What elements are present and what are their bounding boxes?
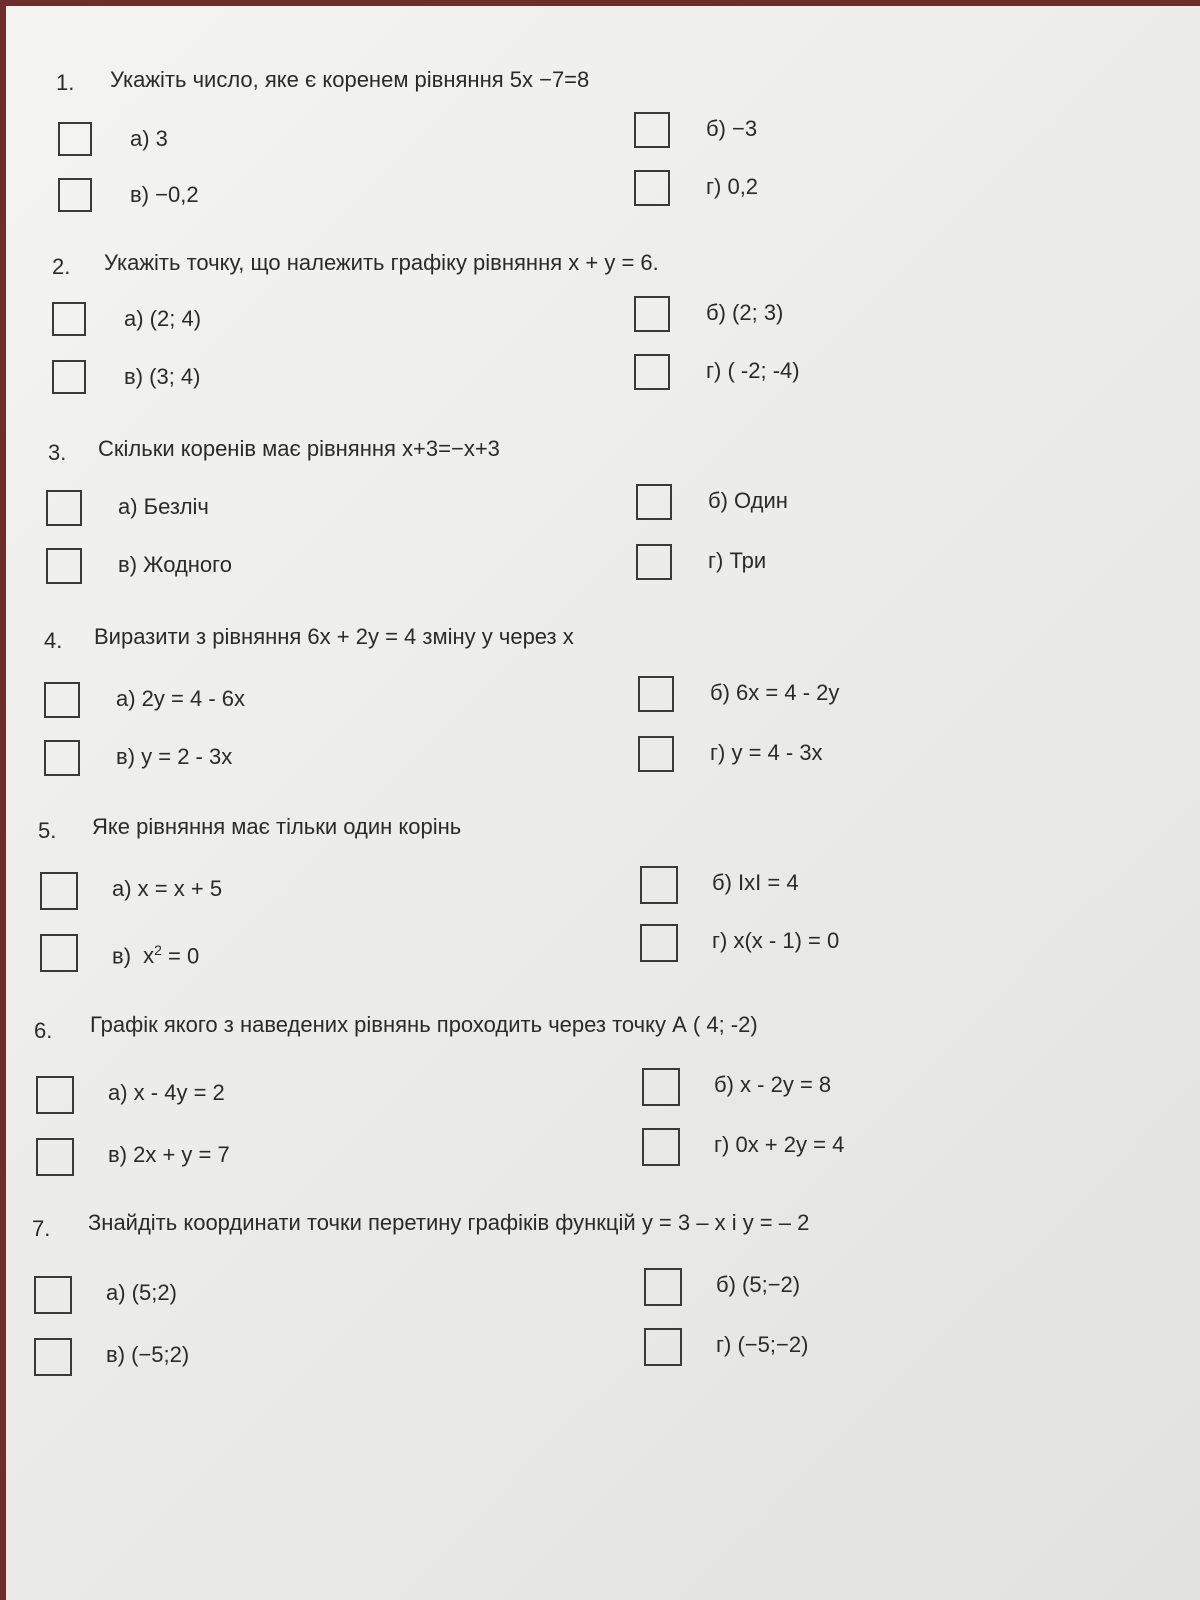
answer-checkbox[interactable] [638, 676, 674, 712]
answer-checkbox[interactable] [636, 484, 672, 520]
option-label: г) 0,2 [706, 174, 759, 199]
answer-checkbox[interactable] [36, 1138, 74, 1176]
question-text: Яке рівняння має тільки один корінь [92, 814, 462, 839]
option-label: а) Безліч [118, 494, 209, 519]
option-b[interactable] [638, 676, 1198, 716]
answer-checkbox[interactable] [44, 740, 80, 776]
option-v[interactable] [34, 1338, 594, 1378]
answer-checkbox[interactable] [46, 490, 82, 526]
option-a[interactable] [52, 302, 612, 342]
answer-checkbox[interactable] [52, 360, 86, 394]
option-label [112, 942, 199, 969]
formula-base: x [143, 943, 155, 969]
option-label: а) x - 4y = 2 [108, 1080, 225, 1105]
option-label: в) (3; 4) [124, 364, 201, 389]
option-a[interactable] [36, 1076, 596, 1116]
option-a[interactable] [44, 682, 604, 722]
option-label: б) x - 2y = 8 [714, 1072, 832, 1097]
question-text: Скільки коренів має рівняння x+3=−x+3 [98, 436, 500, 461]
question-text: Виразити з рівняння 6x + 2y = 4 зміну y через x [94, 624, 574, 649]
option-label: б) 6x = 4 - 2y [710, 680, 840, 705]
question-number: 1. [56, 70, 75, 95]
option-label: б) IxI = 4 [712, 870, 799, 895]
option-label: г) x(x - 1) = 0 [712, 928, 840, 953]
option-v[interactable] [40, 934, 600, 974]
answer-checkbox[interactable] [634, 296, 670, 332]
answer-checkbox[interactable] [638, 736, 674, 772]
option-label: в) 2x + y = 7 [108, 1142, 230, 1167]
option-label: г) (−5;−2) [716, 1332, 809, 1357]
option-label: а) 3 [130, 126, 168, 151]
option-label: в) (−5;2) [106, 1342, 190, 1367]
question-number: 7. [32, 1216, 51, 1241]
option-g[interactable] [636, 544, 1196, 584]
answer-checkbox[interactable] [44, 682, 80, 718]
option-v[interactable] [52, 360, 612, 400]
option-label: г) 0x + 2y = 4 [714, 1132, 845, 1157]
option-label: а) (2; 4) [124, 306, 202, 331]
question-number: 5. [38, 818, 57, 843]
option-label: б) Один [708, 488, 788, 513]
formula-exponent: 2 [154, 942, 162, 958]
option-b[interactable] [634, 296, 1194, 336]
option-label: г) y = 4 - 3x [710, 740, 823, 765]
option-b[interactable] [642, 1068, 1200, 1108]
option-label: в) Жодного [118, 552, 232, 577]
question-text: Укажіть точку, що належить графіку рівняння x + y = 6. [104, 250, 659, 275]
option-label: а) x = x + 5 [112, 876, 223, 901]
option-label: б) −3 [706, 116, 758, 141]
answer-checkbox[interactable] [58, 122, 92, 156]
answer-checkbox[interactable] [46, 548, 82, 584]
option-label: б) (5;−2) [716, 1272, 801, 1297]
option-a[interactable] [58, 122, 618, 162]
test-sheet [6, 6, 1200, 1600]
option-b[interactable] [634, 112, 1194, 152]
option-g[interactable] [634, 354, 1194, 394]
answer-checkbox[interactable] [642, 1128, 680, 1166]
question-number: 2. [52, 254, 71, 279]
answer-checkbox[interactable] [34, 1338, 72, 1376]
option-label: г) ( -2; -4) [706, 358, 800, 383]
answer-checkbox[interactable] [40, 872, 78, 910]
question-number: 3. [48, 440, 67, 465]
question-number: 4. [44, 628, 63, 653]
answer-checkbox[interactable] [34, 1276, 72, 1314]
answer-checkbox[interactable] [634, 112, 670, 148]
answer-checkbox[interactable] [58, 178, 92, 212]
answer-checkbox[interactable] [636, 544, 672, 580]
option-v[interactable] [46, 548, 606, 588]
option-g[interactable] [640, 924, 1200, 964]
option-b[interactable] [636, 484, 1196, 524]
option-label: в) y = 2 - 3x [116, 744, 233, 769]
answer-checkbox[interactable] [36, 1076, 74, 1114]
option-label: г) Три [708, 548, 767, 573]
option-g[interactable] [634, 170, 1194, 210]
option-prefix: в) [112, 943, 132, 969]
formula-rest: = 0 [161, 943, 200, 969]
question-text: Укажіть число, яке є коренем рівняння 5x −7=8 [110, 67, 590, 92]
option-v[interactable] [44, 740, 604, 780]
option-g[interactable] [642, 1128, 1200, 1168]
answer-checkbox[interactable] [40, 934, 78, 972]
option-label: б) (2; 3) [706, 300, 784, 325]
option-a[interactable] [40, 872, 600, 912]
answer-checkbox[interactable] [640, 924, 678, 962]
question-text: Знайдіть координати точки перетину графіків функцій y = 3 – x і y = – 2 [88, 1210, 810, 1235]
answer-checkbox[interactable] [640, 866, 678, 904]
question-number: 6. [34, 1018, 53, 1043]
answer-checkbox[interactable] [642, 1068, 680, 1106]
option-g[interactable] [638, 736, 1198, 776]
option-label: а) 2y = 4 - 6x [116, 686, 246, 711]
option-a[interactable] [46, 490, 606, 530]
option-b[interactable] [640, 866, 1200, 906]
option-b[interactable] [644, 1268, 1200, 1308]
answer-checkbox[interactable] [644, 1268, 682, 1306]
option-label: в) −0,2 [130, 182, 199, 207]
answer-checkbox[interactable] [644, 1328, 682, 1366]
answer-checkbox[interactable] [634, 170, 670, 206]
answer-checkbox[interactable] [634, 354, 670, 390]
option-label: а) (5;2) [106, 1280, 177, 1305]
answer-checkbox[interactable] [52, 302, 86, 336]
option-a[interactable] [34, 1276, 594, 1316]
option-g[interactable] [644, 1328, 1200, 1368]
option-v[interactable] [36, 1138, 596, 1178]
option-v[interactable] [58, 178, 618, 218]
question-text: Графік якого з наведених рівнянь проходить через точку А ( 4; -2) [90, 1012, 758, 1037]
